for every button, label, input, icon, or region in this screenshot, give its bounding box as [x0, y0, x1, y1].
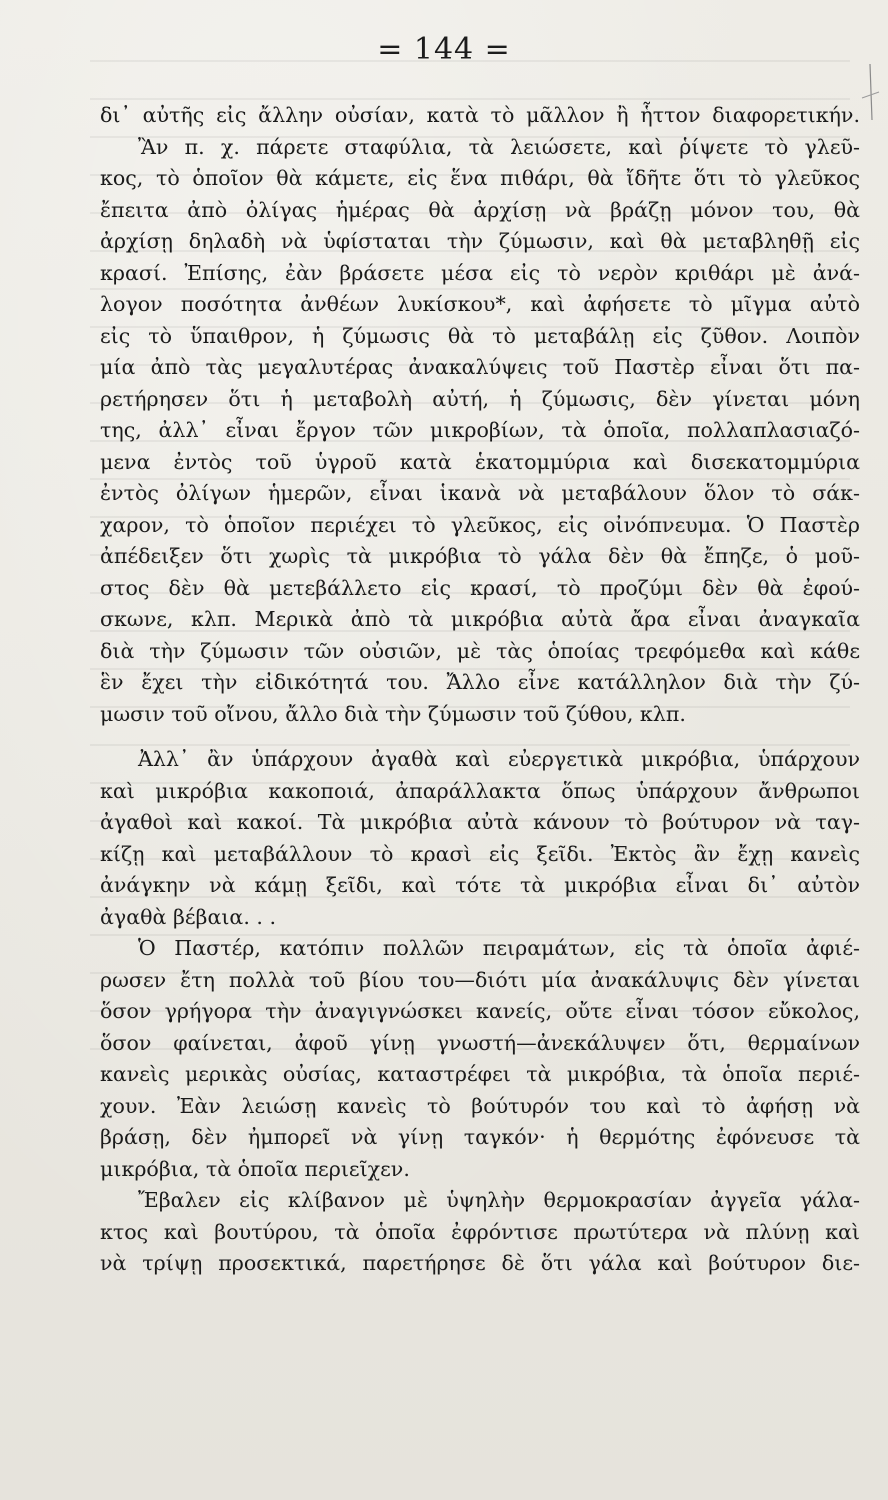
text-line: Ὁ Παστέρ, κατόπιν πολλῶν πειραμάτων, εἰς τὰ ὁποῖα ἀφιέ- — [138, 936, 860, 960]
text-line: διὰ τὴν ζύμωσιν τῶν οὐσιῶν, μὲ τὰς ὁποίας τρεφόμεθα καὶ κάθε — [100, 638, 860, 663]
page-number: = 144 = — [377, 32, 511, 67]
text-line: νὰ τρίψῃ προσεκτικά, παρετήρησε δὲ ὅτι γάλα καὶ βούτυρον διε- — [100, 1251, 860, 1275]
text-line: ὅσον φαίνεται, ἀφοῦ γίνῃ γνωστή—ἀνεκάλυψεν ὅτι, θερμαίνων — [100, 1030, 860, 1055]
text-line: μία ἀπὸ τὰς μεγαλυτέρας ἀνακαλύψεις τοῦ Παστὲρ εἶναι ὅτι πα- — [100, 355, 860, 379]
text-line: μωσιν τοῦ οἴνου, ἄλλο διὰ τὴν ζύμωσιν τοῦ ζύθου, κλπ. — [100, 701, 686, 726]
text-line: κτος καὶ βουτύρου, τὰ ὁποῖα ἐφρόντισε πρωτύτερα νὰ πλύνῃ καὶ — [100, 1219, 860, 1244]
body-text — [100, 100, 860, 1280]
text-line: της, ἀλλ᾽ εἶναι ἔργον τῶν μικροβίων, τὰ ὁποῖα, πολλαπλασιαζό- — [100, 418, 860, 442]
text-line: ὅσον γρήγορα τὴν ἀναγιγνώσκει κανείς, οὔτε εἶναι τόσον εὔκολος, — [100, 999, 860, 1023]
text-line: Ἔβαλεν εἰς κλίβανον μὲ ὑψηλὴν θερμοκρασίαν ἀγγεῖα γάλα- — [138, 1188, 860, 1212]
text-line: ἀνάγκην νὰ κάμῃ ξεῖδι, καὶ τότε τὰ μικρόβια εἶναι δι᾽ αὐτὸν — [100, 873, 860, 897]
text-line: κίζῃ καὶ μεταβάλλουν τὸ κρασὶ εἰς ξεῖδι. Ἐκτὸς ἂν ἔχῃ κανεὶς — [100, 841, 860, 866]
text-line: ἓν ἔχει τὴν εἰδικότητά του. Ἄλλο εἶνε κατάλληλον διὰ τὴν ζύ- — [100, 670, 860, 694]
text-line: κρασί. Ἐπίσης, ἐὰν βράσετε μέσα εἰς τὸ νερὸν κριθάρι μὲ ἀνά- — [100, 260, 860, 285]
margin-pencil-mark — [860, 62, 880, 122]
text-line: ἀρχίσῃ δηλαδὴ νὰ ὑφίσταται τὴν ζύμωσιν, καὶ θὰ μεταβληθῇ εἰς — [100, 229, 860, 253]
text-line: ἀγαθοὶ καὶ κακοί. Τὰ μικρόβια αὐτὰ κάνουν τὸ βούτυρον νὰ ταγ- — [100, 810, 860, 834]
text-line: κανεὶς μερικὰς οὐσίας, καταστρέφει τὰ μικρόβια, τὰ ὁποῖα περιέ- — [100, 1062, 860, 1086]
text-line: Ἂν π. χ. πάρετε σταφύλια, τὰ λειώσετε, καὶ ῥίψετε τὸ γλεῦ- — [138, 134, 860, 159]
text-line: Ἀλλ᾽ ἂν ὑπάρχουν ἀγαθὰ καὶ εὐεργετικὰ μικρόβια, ὑπάρχουν — [138, 747, 860, 771]
text-line: ἀπέδειξεν ὅτι χωρὶς τὰ μικρόβια τὸ γάλα δὲν θὰ ἔπηζε, ὁ μοῦ- — [100, 544, 860, 568]
text-line: δι᾽ αὐτῆς εἰς ἄλλην οὐσίαν, κατὰ τὸ μᾶλλον ἢ ἧττον διαφορετικήν. — [100, 103, 860, 127]
text-line: στος δὲν θὰ μετεβάλλετο εἰς κρασί, τὸ προζύμι δὲν θὰ ἐφού- — [100, 575, 860, 600]
text-line: χαρον, τὸ ὁποῖον περιέχει τὸ γλεῦκος, εἰς οἰνόπνευμα. Ὁ Παστὲρ — [100, 512, 860, 537]
text-line: εἰς τὸ ὕπαιθρον, ἡ ζύμωσις θὰ τὸ μεταβάλῃ εἰς ζῦθον. Λοιπὸν — [100, 323, 860, 348]
text-line: κος, τὸ ὁποῖον θὰ κάμετε, εἰς ἕνα πιθάρι, θὰ ἴδῆτε ὅτι τὸ γλεῦκος — [100, 166, 860, 190]
text-line: ρωσεν ἔτη πολλὰ τοῦ βίου του—διότι μία ἀνακάλυψις δὲν γίνεται — [100, 967, 860, 992]
text-line: ρετήρησεν ὅτι ἡ μεταβολὴ αὐτή, ἡ ζύμωσις, δὲν γίνεται μόνη — [100, 386, 860, 411]
text-line: καὶ μικρόβια κακοποιά, ἀπαράλλακτα ὅπως ὑπάρχουν ἄνθρωποι — [100, 778, 860, 803]
text-line: ἀγαθὰ βέβαια. . . — [100, 904, 277, 929]
text-line: βράσῃ, δὲν ἠμπορεῖ νὰ γίνῃ ταγκόν· ἡ θερμότης ἐφόνευσε τὰ — [100, 1125, 860, 1149]
text-line: λογον ποσότητα ἀνθέων λυκίσκου*, καὶ ἀφήσετε τὸ μῖγμα αὐτὸ — [100, 292, 860, 316]
text-line: σκωνε, κλπ. Μερικὰ ἀπὸ τὰ μικρόβια αὐτὰ ἄρα εἶναι ἀναγκαῖα — [100, 607, 860, 631]
text-line: μικρόβια, τὰ ὁποῖα περιεῖχεν. — [100, 1156, 410, 1181]
text-line: ἐντὸς ὀλίγων ἡμερῶν, εἶναι ἱκανὰ νὰ μεταβάλουν ὅλον τὸ σάκ- — [100, 481, 860, 505]
text-line: μενα ἐντὸς τοῦ ὑγροῦ κατὰ ἑκατομμύρια καὶ δισεκατομμύρια — [100, 449, 860, 474]
text-line: χουν. Ἐὰν λειώσῃ κανεὶς τὸ βούτυρόν του καὶ τὸ ἀφήσῃ νὰ — [100, 1093, 860, 1118]
text-line: ἔπειτα ἀπὸ ὀλίγας ἡμέρας θὰ ἀρχίσῃ νὰ βράζῃ μόνον του, θὰ — [100, 197, 860, 222]
